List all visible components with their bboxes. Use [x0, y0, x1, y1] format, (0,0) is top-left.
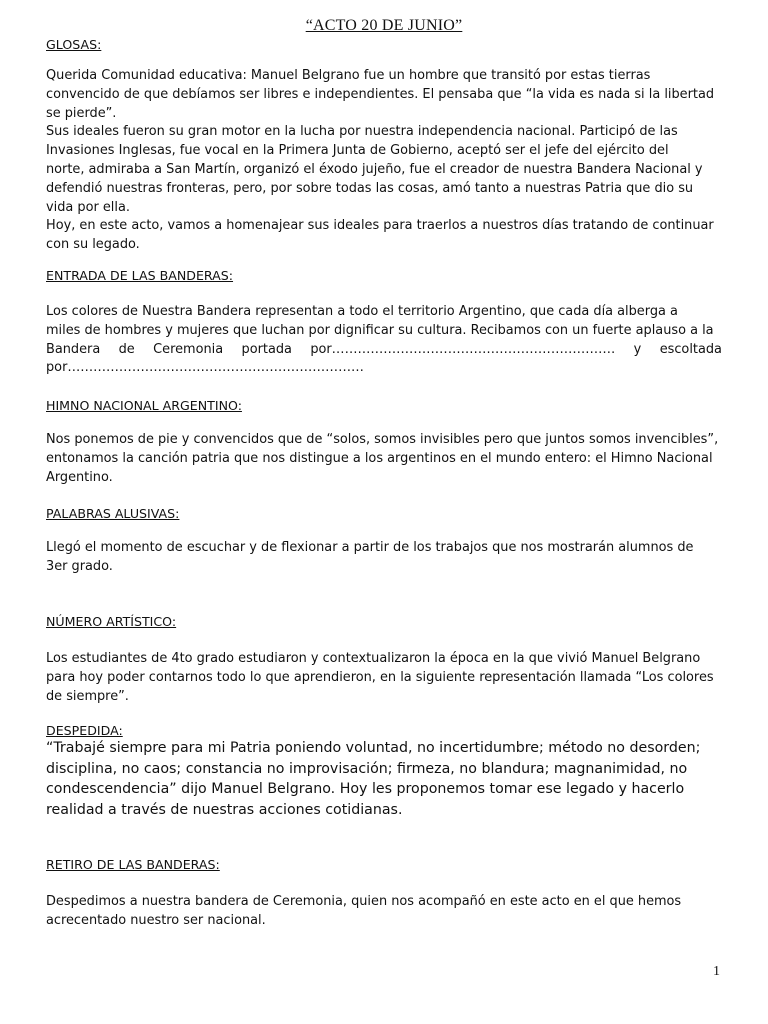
despedida-line: disciplina, no caos; constancia no improvisación; firmeza, no blandura; magnanimidad, no	[46, 760, 688, 777]
himno-line: Argentino.	[46, 469, 113, 485]
palabras-line: Llegó el momento de escuchar y de flexionar a partir de los trabajos que nos mostrarán alumnos de	[46, 540, 694, 555]
despedida-heading: DESPEDIDA:	[46, 723, 123, 738]
despedida-line: realidad a través de nuestras acciones cotidianas.	[46, 801, 403, 818]
page-number: 1	[713, 964, 720, 979]
glosas-line: norte, admiraba a San Martín, organizó el éxodo jujeño, fue el creador de nuestra Bandera Nacional y	[46, 161, 703, 177]
palabras-heading: PALABRAS ALUSIVAS:	[46, 506, 180, 521]
glosas-line: defendió nuestras fronteras, pero, por sobre todas las cosas, amó tanto a nuestras Patria que dio su	[46, 180, 694, 196]
palabras-paragraph	[46, 539, 722, 577]
despedida-line: “Trabajé siempre para mi Patria poniendo voluntad, no incertidumbre; método no desorden;	[46, 740, 701, 756]
numero-line: de siempre”.	[46, 688, 129, 704]
retiro-line: Despedimos a nuestra bandera de Ceremonia, quien nos acompañó en este acto en el que hemos	[46, 894, 682, 909]
numero-line: para hoy poder contarnos todo lo que aprendieron, en la siguiente representación llamada “Los colores	[46, 669, 714, 685]
glosas-line: Querida Comunidad educativa: Manuel Belgrano fue un hombre que transitó por estas tierras	[46, 68, 651, 83]
glosas-line: convencido de que debíamos ser libres e independientes. El pensaba que “la vida es nada si la libertad	[46, 86, 715, 102]
himno-paragraph	[46, 431, 722, 487]
despedida-line: condescendencia” dijo Manuel Belgrano. Hoy les proponemos tomar ese legado y hacerlo	[46, 781, 685, 798]
entrada-word: de	[118, 341, 135, 357]
numero-paragraph	[46, 650, 722, 706]
glosas-line: Hoy, en este acto, vamos a homenajear sus ideales para traerlos a nuestros días tratando de continuar	[46, 218, 714, 234]
retiro-paragraph	[46, 893, 722, 931]
entrada-line: por……………………………………………………………	[46, 360, 364, 376]
entrada-line	[46, 341, 722, 360]
entrada-line: miles de hombres y mujeres que luchan por dignificar su cultura. Recibamos con un fuerte aplauso a la	[46, 322, 714, 338]
entrada-word: Ceremonia	[153, 341, 224, 357]
numero-heading: NÚMERO ARTÍSTICO:	[46, 614, 177, 629]
numero-line: Los estudiantes de 4to grado estudiaron y contextualizaron la época en la que vivió Manuel Belgrano	[46, 651, 701, 666]
glosas-line: Sus ideales fueron su gran motor en la lucha por nuestra independencia nacional. Participó de las	[46, 124, 678, 140]
himno-line: Nos ponemos de pie y convencidos que de “solos, somos invisibles pero que juntos somos invencibles”,	[46, 432, 719, 447]
glosas-heading: GLOSAS:	[46, 37, 102, 52]
entrada-line: Los colores de Nuestra Bandera representan a todo el territorio Argentino, que cada día alberga a	[46, 304, 678, 319]
himno-heading: HIMNO NACIONAL ARGENTINO:	[46, 398, 242, 413]
glosas-line: vida por ella.	[46, 199, 130, 215]
palabras-line: 3er grado.	[46, 558, 113, 574]
glosas-line: Invasiones Inglesas, fue vocal en la Primera Junta de Gobierno, aceptó ser el jefe del ejército del	[46, 143, 669, 159]
retiro-heading: RETIRO DE LAS BANDERAS:	[46, 857, 220, 872]
entrada-paragraph	[46, 303, 722, 378]
entrada-heading: ENTRADA DE LAS BANDERAS:	[46, 268, 234, 283]
entrada-word: escoltada	[659, 341, 722, 357]
retiro-line: acrecentado nuestro ser nacional.	[46, 912, 266, 928]
document-title: “ACTO 20 DE JUNIO”	[305, 17, 463, 34]
entrada-word: portada	[241, 341, 292, 357]
entrada-word: Bandera	[46, 341, 101, 357]
entrada-word: por…………………………………………………………	[310, 341, 616, 357]
glosas-line: se pierde”.	[46, 105, 117, 121]
despedida-paragraph	[46, 738, 722, 820]
entrada-word: y	[633, 341, 642, 357]
glosas-line: con su legado.	[46, 237, 140, 253]
himno-line: entonamos la canción patria que nos distingue a los argentinos en el mundo entero: el Himno Nacional	[46, 450, 713, 466]
glosas-paragraph	[46, 67, 722, 255]
